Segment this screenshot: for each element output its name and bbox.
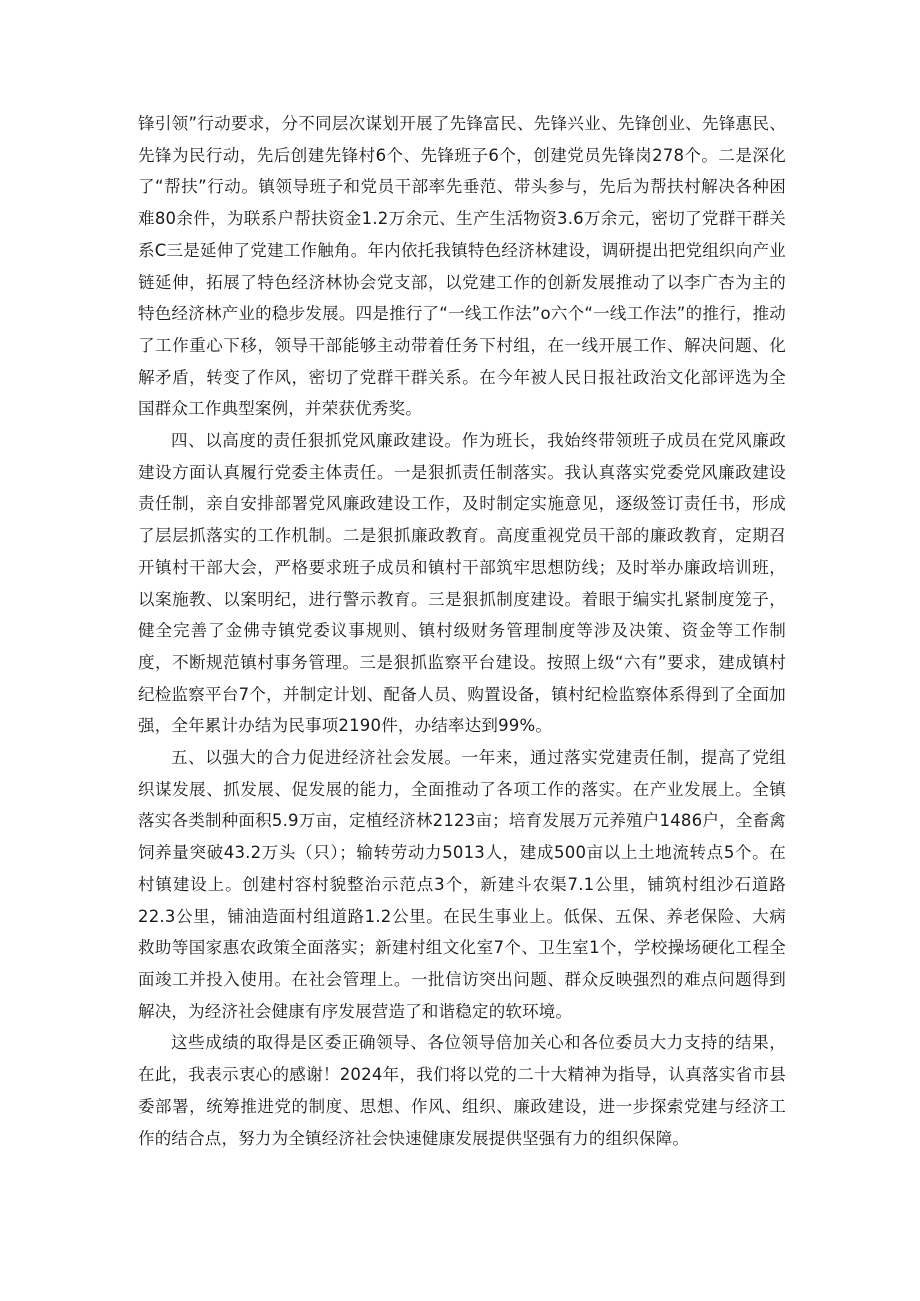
document-body (138, 108, 786, 1154)
paragraph-section-four: 四、以高度的责任狠抓党风廉政建设。作为班长，我始终带领班子成员在党风廉政建设方面认真履行党委主体责任。一是狠抓责任制落实。我认真落实党委党风廉政建设责任制，亲自安排部署党风廉政建设工作，及时制定实施意见，逐级签订责任书，形成了层层抓落实的工作机制。二是狠抓廉政教育。高度重视党员干部的廉政教育，定期召开镇村干部大会，严格要求班子成员和镇村干部筑牢思想防线；及时举办廉政培训班，以案施教、以案明纪，进行警示教育。三是狠抓制度建设。着眼于编实扎紧制度笼子，健全完善了金佛寺镇党委议事规则、镇村级财务管理制度等涉及决策、资金等工作制度，不断规范镇村事务管理。三是狠抓监察平台建设。按照上级“六有”要求，建成镇村纪检监察平台7个，并制定计划、配备人员、购置设备，镇村纪检监察体系得到了全面加强，全年累计办结为民事项2190件，办结率达到99%。 (138, 431, 786, 736)
paragraph-closing: 这些成绩的取得是区委正确领导、各位领导倍加关心和各位委员大力支持的结果，在此，我表示衷心的感谢！2024年，我们将以党的二十大精神为指导，认真落实省市县委部署，统筹推进党的制度、思想、作风、组织、廉政建设，进一步探索党建与经济工作的结合点，努力为全镇经济社会快速健康发展提供坚强有力的组织保障。 (138, 1033, 786, 1148)
paragraph-continuation: 锋引领”行动要求，分不同层次谋划开展了先锋富民、先锋兴业、先锋创业、先锋惠民、先锋为民行动，先后创建先锋村6个、先锋班子6个，创建党员先锋岗278个。二是深化了“帮扶”行动。镇领导班子和党员干部率先垂范、带头参与，先后为帮扶村解决各种困难80余件，为联系户帮扶资金1.2万余元、生产生活物资3.6万余元，密切了党群干群关系C三是延伸了党建工作触角。年内依托我镇特色经济林建设，调研提出把党组织向产业链延伸，拓展了特色经济林协会党支部，以党建工作的创新发展推动了以李广杏为主的特色经济林产业的稳步发展。四是推行了“一线工作法”o六个“一线工作法”的推行，推动了工作重心下移，领导干部能够主动带着任务下村组，在一线开展工作、解决问题、化解矛盾，转变了作风，密切了党群干群关系。在今年被人民日报社政治文化部评选为全国群众工作典型案例，并荣获优秀奖。 (138, 114, 786, 419)
paragraph-section-five: 五、以强大的合力促进经济社会发展。一年来，通过落实党建责任制，提高了党组织谋发展、抓发展、促发展的能力，全面推动了各项工作的落实。在产业发展上。全镇落实各类制种面积5.9万亩，定植经济林2123亩；培育发展万元养殖户1486户，全畜禽饲养量突破43.2万头（只）；输转劳动力5013人，建成500亩以上土地流转点5个。在村镇建设上。创建村容村貌整治示范点3个，新建斗农渠7.1公里，铺筑村组沙石道路22.3公里，铺油造面村组道路1.2公里。在民生事业上。低保、五保、养老保险、大病救助等国家惠农政策全面落实；新建村组文化室7个、卫生室1个，学校操场硬化工程全面竣工并投入使用。在社会管理上。一批信访突出问题、群众反映强烈的难点问题得到解决，为经济社会健康有序发展营造了和谐稳定的软环境。 (138, 748, 786, 1021)
